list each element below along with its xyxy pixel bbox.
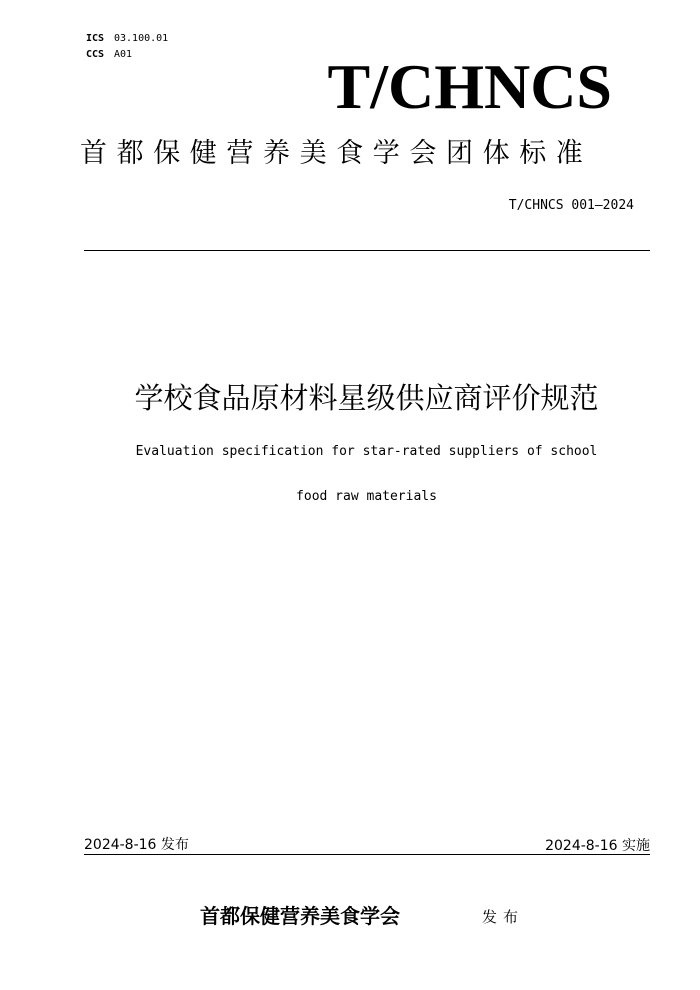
- org-standard-title: 首都保健营养美食学会团体标准: [80, 138, 593, 169]
- document-title-cn: 学校食品原材料星级供应商评价规范: [134, 381, 599, 415]
- document-title-en-line1: Evaluation specification for star-rated suppliers of school: [135, 444, 598, 459]
- issue-label: 发布: [482, 908, 525, 926]
- classification-codes: [86, 31, 168, 63]
- ccs-label: CCS: [86, 49, 105, 60]
- ics-value: 03.100.01: [114, 33, 169, 44]
- standard-logo: T/CHNCS: [327, 51, 612, 122]
- implement-date: 2024-8-16 实施: [545, 838, 650, 854]
- standard-number: T/CHNCS 001—2024: [508, 198, 634, 213]
- document-title-en-line2: food raw materials: [296, 489, 437, 504]
- ccs-row: [86, 47, 168, 63]
- ics-row: [86, 31, 168, 47]
- bottom-divider: [84, 854, 650, 855]
- ics-label: ICS: [86, 33, 105, 44]
- publish-date: 2024-8-16 发布: [84, 837, 189, 853]
- top-divider: [84, 250, 650, 251]
- ccs-value: A01: [114, 49, 133, 60]
- issuer-name: 首都保健营养美食学会: [200, 904, 400, 928]
